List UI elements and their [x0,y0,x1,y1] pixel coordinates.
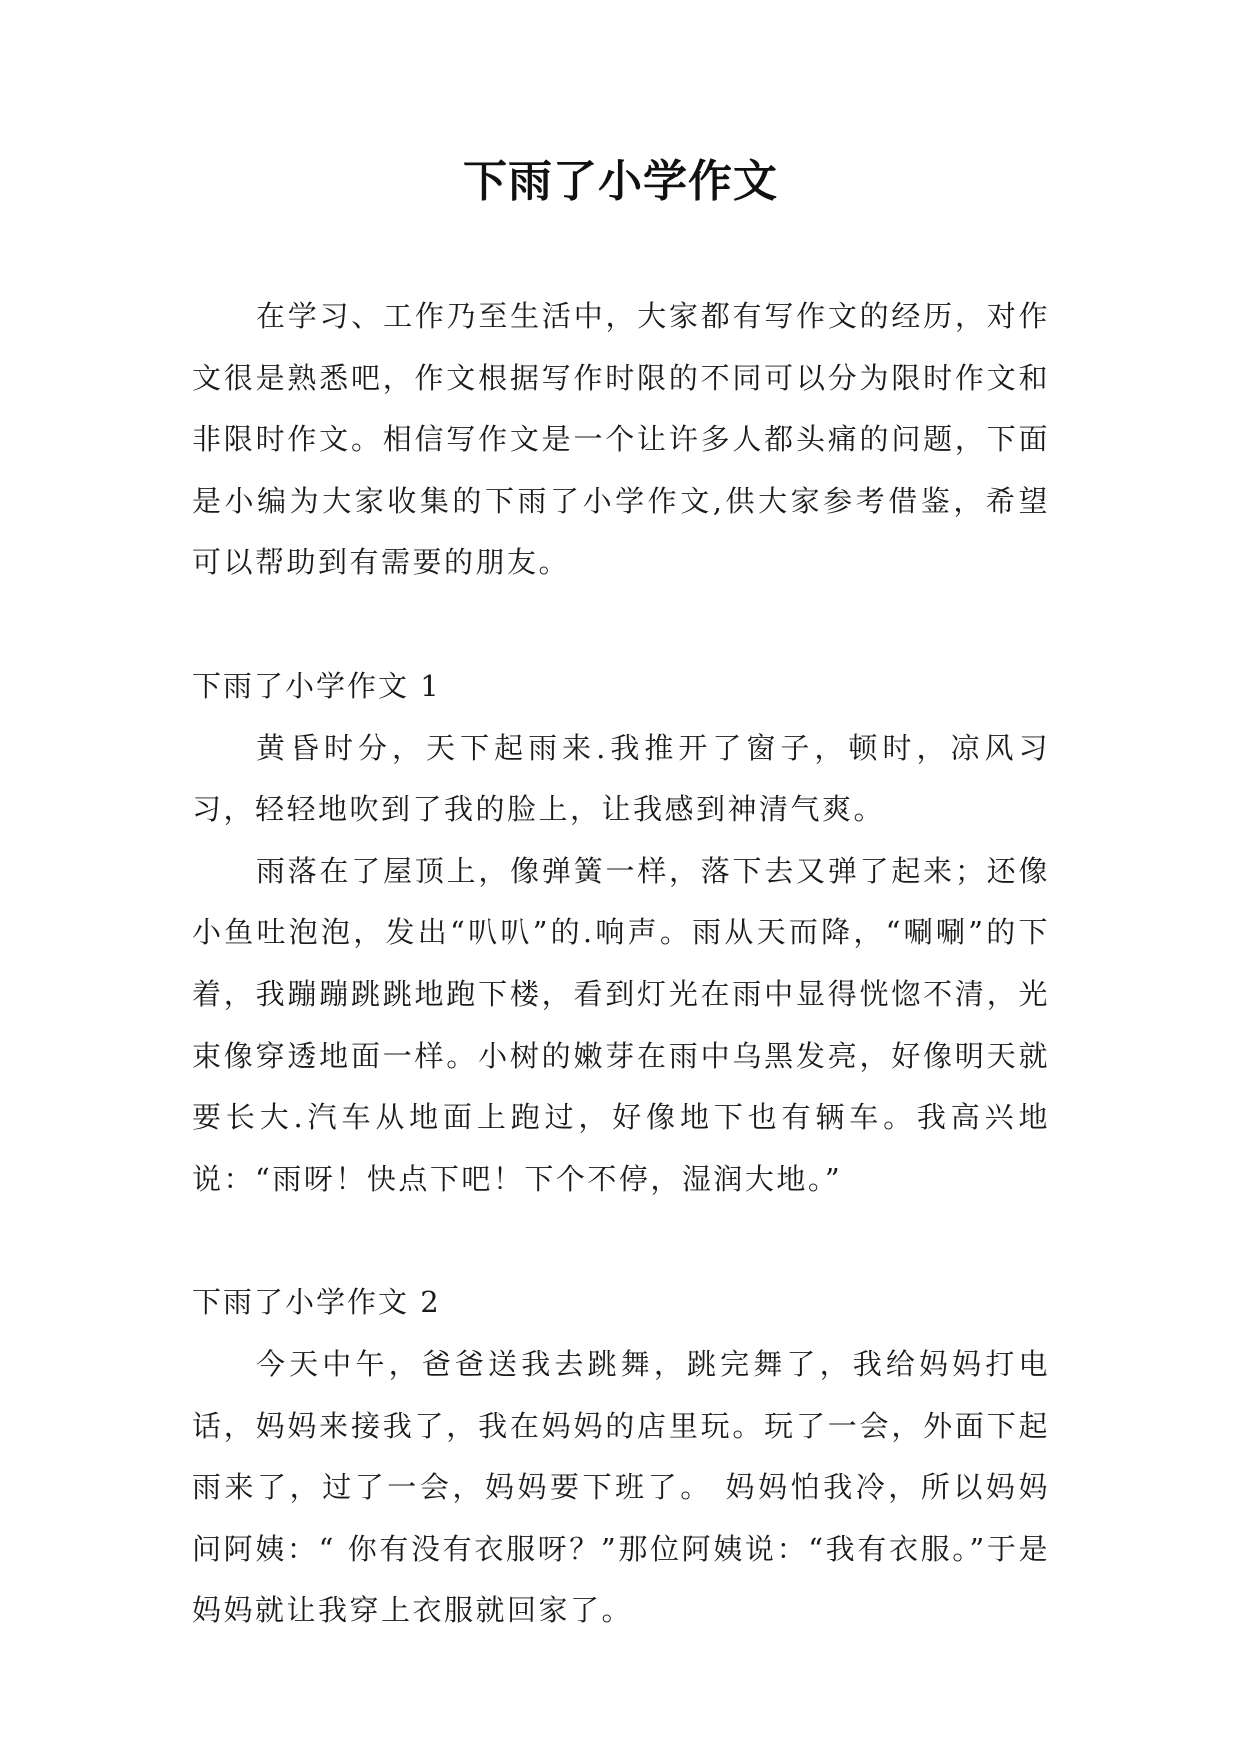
section-spacer [192,594,1050,656]
section-heading: 下雨了小学作文 1 [192,668,441,703]
section-heading: 下雨了小学作文 2 [192,1285,441,1320]
intro-paragraph: 在学习、工作乃至生活中，大家都有写作文的经历，对作文很是熟悉吧，作文根据写作时限的不同可以分为限时作文和非限时作文。相信写作文是一个让许多人都头痛的问题，下面是小编为大家收集的下雨了小学作文,供大家参考借鉴，希望可以帮助到有需要的朋友。 [192,299,1050,580]
document-body [192,286,1050,1642]
section-paragraph: 黄昏时分，天下起雨来.我推开了窗子，顿时，凉风习习，轻轻地吹到了我的脸上，让我感到神清气爽。 [192,730,1050,827]
section-paragraph: 雨落在了屋顶上，像弹簧一样，落下去又弹了起来；还像小鱼吐泡泡，发出“叭叭”的.响声。雨从天而降，“唰唰”的下着，我蹦蹦跳跳地跑下楼，看到灯光在雨中显得恍惚不清，光束像穿透地面一样。小树的嫩芽在雨中乌黑发亮，好像明天就要长大.汽车从地面上跑过，好像地下也有辆车。我高兴地说：“雨呀！快点下吧！下个不停，湿润大地。” [192,853,1050,1196]
section-paragraph: 今天中午，爸爸送我去跳舞，跳完舞了，我给妈妈打电话，妈妈来接我了，我在妈妈的店里玩。玩了一会，外面下起雨来了，过了一会，妈妈要下班了。 妈妈怕我冷，所以妈妈问阿姨：“ 你有没有衣服呀？”那位阿姨说：“我有衣服。”于是妈妈就让我穿上衣服就回家了。 [192,1346,1050,1628]
document-title: 下雨了小学作文 [463,156,778,207]
essay-section [192,656,1050,1210]
essay-section [192,1272,1050,1642]
section-spacer [192,1210,1050,1272]
